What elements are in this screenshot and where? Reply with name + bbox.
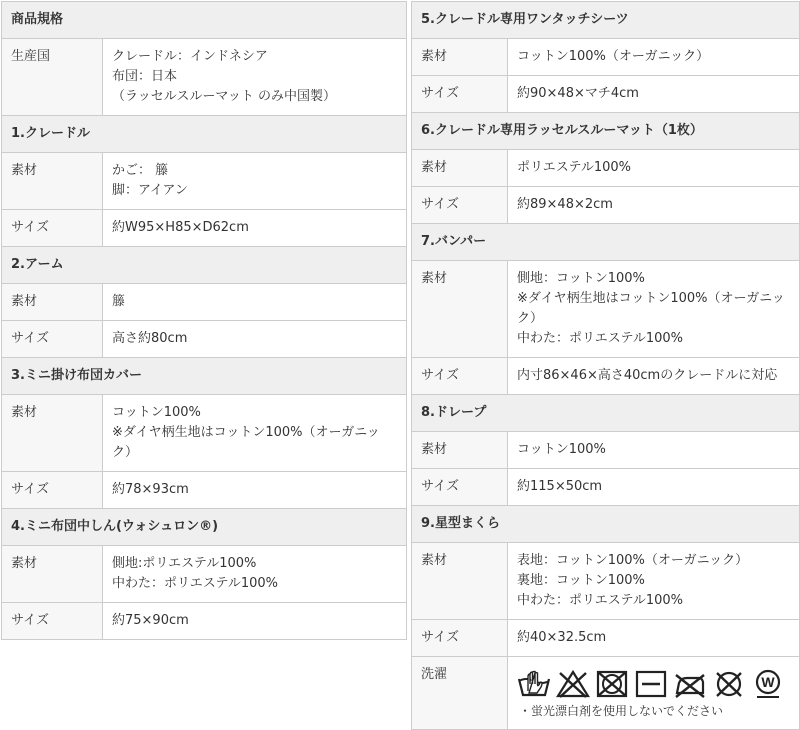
- spec-label: 生産国: [2, 39, 103, 116]
- spec-value-line: 側地：コットン100%: [517, 271, 645, 286]
- care-note: ・蛍光漂白剤を使用しないでください: [519, 704, 724, 718]
- spec-value: [103, 284, 407, 321]
- spec-row: [412, 358, 800, 395]
- section-header-row: [412, 113, 800, 150]
- spec-label: 素材: [2, 284, 103, 321]
- section-title: 9.星型まくら: [412, 506, 800, 543]
- spec-value: [508, 620, 800, 657]
- spec-value-line: 中わた：ポリエステル100%: [517, 593, 683, 608]
- spec-label: 素材: [2, 546, 103, 603]
- spec-row: [412, 469, 800, 506]
- spec-row: [2, 153, 407, 210]
- spec-value-line: ポリエステル100%: [517, 160, 631, 175]
- spec-value: [103, 210, 407, 247]
- spec-row: [412, 261, 800, 358]
- spec-label: サイズ: [2, 210, 103, 247]
- spec-row: [412, 620, 800, 657]
- spec-value: [103, 395, 407, 472]
- svg-text:W: W: [761, 674, 775, 690]
- spec-value-line: 約78×93cm: [112, 482, 189, 497]
- spec-row: [412, 39, 800, 76]
- spec-row: [2, 603, 407, 640]
- spec-value-line: 内寸86×46×高さ40cmのクレードルに対応: [517, 368, 778, 383]
- spec-value: [508, 39, 800, 76]
- spec-label: 素材: [412, 543, 508, 620]
- spec-value-line: 表地：コットン100%（オーガニック）: [517, 553, 749, 568]
- spec-value: [103, 39, 407, 116]
- spec-value-line: （ラッセルスルーマット のみ中国製）: [112, 89, 336, 104]
- spec-label: サイズ: [412, 358, 508, 395]
- section-title: 8.ドレープ: [412, 395, 800, 432]
- spec-value: [508, 432, 800, 469]
- spec-value: [508, 543, 800, 620]
- section-header-row: [412, 506, 800, 543]
- spec-label: サイズ: [2, 472, 103, 509]
- spec-value: [103, 472, 407, 509]
- section-header-row: [412, 224, 800, 261]
- care-value: [508, 657, 800, 730]
- spec-label: サイズ: [2, 603, 103, 640]
- spec-value-line: ※ダイヤ柄生地はコットン100%（オーガニック）: [112, 425, 380, 460]
- no-iron-icon: [673, 669, 707, 699]
- spec-label: サイズ: [2, 321, 103, 358]
- spec-value: [508, 187, 800, 224]
- section-title: 7.バンパー: [412, 224, 800, 261]
- care-label: 洗濯: [412, 657, 508, 730]
- no-bleach-icon: [556, 669, 590, 699]
- spec-value-line: ※ダイヤ柄生地はコットン100%（オーガニック）: [517, 291, 785, 326]
- spec-label: 素材: [412, 150, 508, 187]
- spec-row: [2, 395, 407, 472]
- section-header-row: [2, 358, 407, 395]
- hand-wash-icon: [517, 669, 551, 699]
- spec-value-line: 約115×50cm: [517, 479, 603, 494]
- spec-label: 素材: [412, 39, 508, 76]
- spec-label: 素材: [412, 261, 508, 358]
- spec-row: [412, 76, 800, 113]
- section-header-row: [2, 116, 407, 153]
- spec-value: [103, 153, 407, 210]
- spec-row: [2, 210, 407, 247]
- care-icons: [517, 669, 790, 699]
- spec-row: [2, 39, 407, 116]
- spec-value: [508, 261, 800, 358]
- spec-value-line: 約89×48×2cm: [517, 197, 613, 212]
- spec-row: [2, 321, 407, 358]
- spec-value-line: 中わた：ポリエステル100%: [517, 331, 683, 346]
- spec-value-line: 籐: [112, 294, 126, 309]
- spec-row: [412, 543, 800, 620]
- no-dry-clean-icon: [712, 669, 746, 699]
- spec-value: [103, 546, 407, 603]
- section-title: 商品規格: [2, 2, 407, 39]
- section-title: 6.クレードル専用ラッセルスルーマット（1枚）: [412, 113, 800, 150]
- section-title: 4.ミニ布団中しん(ウォシュロン®): [2, 509, 407, 546]
- section-header-row: [2, 509, 407, 546]
- spec-value: [508, 150, 800, 187]
- spec-value-line: 約40×32.5cm: [517, 630, 607, 645]
- spec-label: サイズ: [412, 620, 508, 657]
- spec-value-line: 裏地：コットン100%: [517, 573, 645, 588]
- spec-value-line: 約W95×H85×D62cm: [112, 220, 249, 235]
- spec-value-line: 布団：日本: [112, 69, 178, 84]
- spec-label: 素材: [412, 432, 508, 469]
- spec-value-line: 中わた：ポリエステル100%: [112, 576, 278, 591]
- spec-value-line: 高さ約80cm: [112, 331, 188, 346]
- spec-value-line: かご： 籐: [112, 163, 169, 178]
- spec-label: サイズ: [412, 187, 508, 224]
- spec-value-line: コットン100%（オーガニック）: [517, 49, 710, 64]
- spec-row: [412, 187, 800, 224]
- section-title: 3.ミニ掛け布団カバー: [2, 358, 407, 395]
- spec-label: サイズ: [412, 469, 508, 506]
- spec-value-line: コットン100%: [112, 405, 201, 420]
- spec-value-line: 脚：アイアン: [112, 183, 188, 198]
- section-title: 2.アーム: [2, 247, 407, 284]
- spec-value-line: コットン100%: [517, 442, 606, 457]
- spec-row: [2, 284, 407, 321]
- spec-row: [412, 432, 800, 469]
- spec-value-line: クレードル：インドネシア: [112, 49, 268, 64]
- spec-row: [2, 472, 407, 509]
- section-header-row: [2, 247, 407, 284]
- spec-value: [103, 603, 407, 640]
- section-header-row: [412, 395, 800, 432]
- spec-label: 素材: [2, 395, 103, 472]
- section-title: 1.クレードル: [2, 116, 407, 153]
- left-spec-table: [1, 1, 407, 640]
- no-tumble-dry-icon: [595, 669, 629, 699]
- section-title: 5.クレードル専用ワンタッチシーツ: [412, 2, 800, 39]
- spec-value: [508, 469, 800, 506]
- spec-value: [508, 358, 800, 395]
- spec-row: [2, 546, 407, 603]
- spec-label: サイズ: [412, 76, 508, 113]
- spec-value: [508, 76, 800, 113]
- spec-value: [103, 321, 407, 358]
- spec-row: [412, 150, 800, 187]
- flat-dry-icon: [634, 669, 668, 699]
- care-row: [412, 657, 800, 730]
- spec-value-line: 約75×90cm: [112, 613, 189, 628]
- spec-value-line: 約90×48×マチ4cm: [517, 86, 639, 101]
- section-header-row: [2, 2, 407, 39]
- spec-label: 素材: [2, 153, 103, 210]
- spec-value-line: 側地:ポリエステル100%: [112, 556, 257, 571]
- right-spec-table: [411, 1, 800, 730]
- section-header-row: [412, 2, 800, 39]
- wet-clean-icon: [751, 669, 785, 699]
